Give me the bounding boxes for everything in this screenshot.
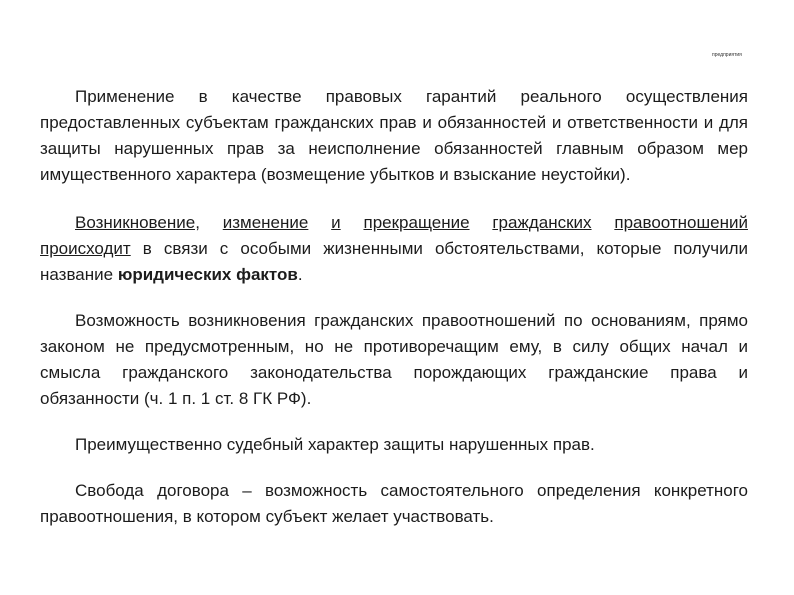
underlined-word: гражданских [492,213,592,232]
document-body [40,84,748,530]
underlined-word: происходит [40,239,131,258]
corner-note: предприятия [712,52,742,58]
paragraph-legal-guarantees: Применение в качестве правовых гарантий реального осуществления предоставленных субъектам гражданских прав и обязанностей и ответственности и для защиты нарушенных прав за неисполнение обязанностей главным образом мер имущественного характера (возмещение убытков и взыскание неустойки). [40,87,748,184]
underlined-word: Возникновение, [75,213,200,232]
paragraph-legal-facts [40,210,748,288]
bold-term: юридических фактов [117,265,298,284]
paragraph-text: в связи с особыми жизненными обстоятельствами, которые получили название [40,239,748,284]
paragraph-freedom-of-contract: Свобода договора – возможность самостоятельного определения конкретного правоотношения, в котором субъект желает участвовать. [40,481,748,526]
underlined-word: прекращение [363,213,470,232]
paragraph-end: . [297,265,303,284]
underlined-word: изменение [222,213,309,232]
paragraph-judicial-protection: Преимущественно судебный характер защиты нарушенных прав. [75,435,595,454]
underlined-word: и [331,213,341,232]
underlined-word: правоотношений [614,213,748,232]
paragraph-grounds: Возможность возникновения гражданских правоотношений по основаниям, прямо законом не предусмотренным, но не противоречащим ему, в силу общих начал и смысла гражданского законодательства порождающих гражданские права и обязанности (ч. 1 п. 1 ст. 8 ГК РФ). [40,311,748,408]
